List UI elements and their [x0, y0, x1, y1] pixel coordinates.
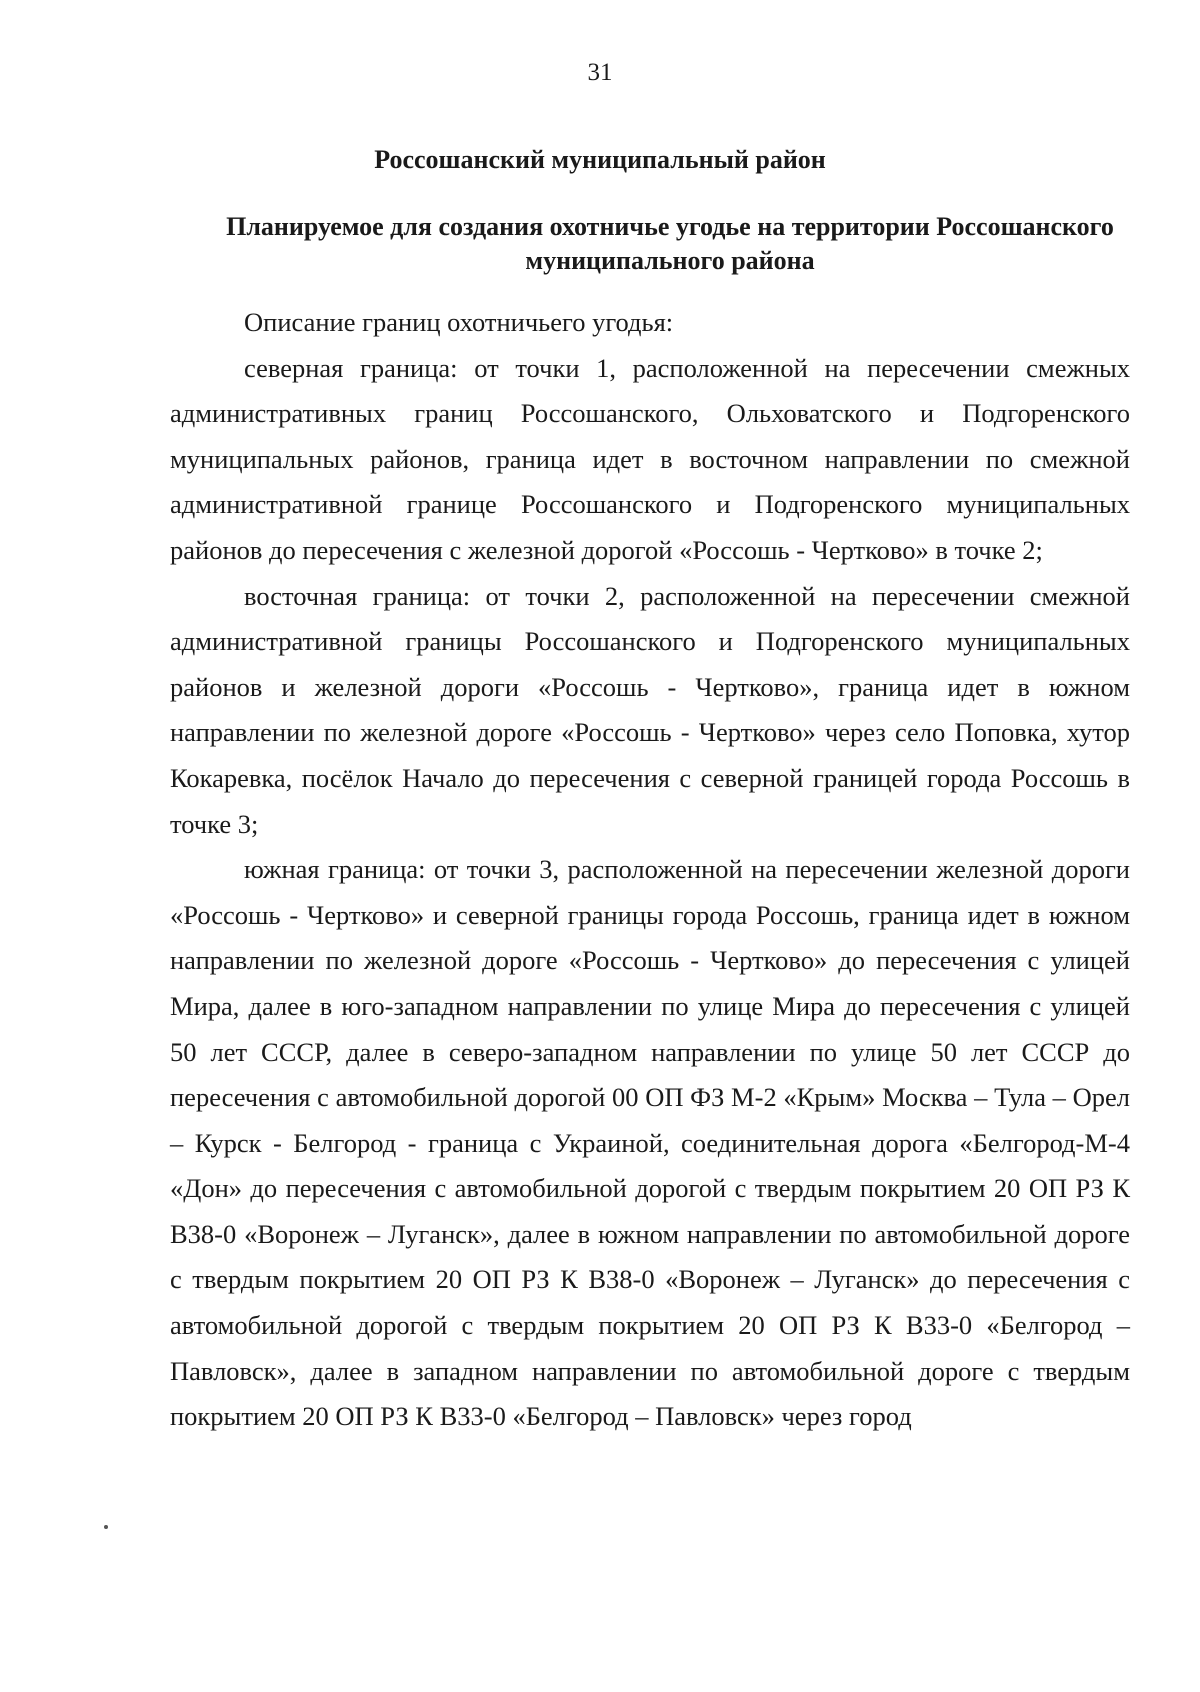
- district-title: Россошанский муниципальный район: [374, 145, 826, 174]
- section-title: Планируемое для создания охотничье угодье на территории Россошанского муниципального района: [226, 212, 1114, 275]
- northern-boundary-paragraph: северная граница: от точки 1, расположенной на пересечении смежных административных границ Россошанского, Ольховатского и Подгоренского муниципальных районов, граница идет в восточном направлении по смежной административной границе Россошанского и Подгоренского муниципальных районов до пересечения с железной дорогой «Россошь - Чертково» в точке 2;: [170, 352, 1130, 565]
- eastern-boundary-paragraph: восточная граница: от точки 2, расположенной на пересечении смежной административной границы Россошанского и Подгоренского муниципальных районов и железной дороги «Россошь - Чертково», граница идет в южном направлении по железной дороге «Россошь - Чертково» через село Поповка, хутор Кокаревка, посёлок Начало до пересечения с северной границей города Россошь в точке 3;: [170, 580, 1130, 839]
- scan-artifact-dot: [104, 1525, 108, 1529]
- boundary-description-intro: Описание границ охотничьего угодья:: [244, 307, 674, 337]
- body-text: [170, 300, 1130, 1440]
- southern-boundary-paragraph: южная граница: от точки 3, расположенной на пересечении железной дороги «Россошь - Чертково» и северной границы города Россошь, граница идет в южном направлении по железной дороге «Россошь - Чертково» до пересечения с улицей Мира, далее в юго-западном направлении по улице Мира до пересечения с улицей 50 лет СССР, далее в северо-западном направлении по улице 50 лет СССР до пересечения с автомобильной дорогой 00 ОП ФЗ М-2 «Крым» Москва – Тула – Орел – Курск - Белгород - граница с Украиной, соединительная дорога «Белгород-М-4 «Дон» до пересечения с автомобильной дорогой с твердым покрытием 20 ОП РЗ К В38-0 «Воронеж – Луганск», далее в южном направлении по автомобильной дороге с твердым покрытием 20 ОП РЗ К В38-0 «Воронеж – Луганск» до пересечения с автомобильной дорогой с твердым покрытием 20 ОП РЗ К В33-0 «Белгород – Павловск», далее в западном направлении по автомобильной дороге с твердым покрытием 20 ОП РЗ К В33-0 «Белгород – Павловск» через город: [170, 854, 1130, 1432]
- page-number: 31: [587, 59, 613, 86]
